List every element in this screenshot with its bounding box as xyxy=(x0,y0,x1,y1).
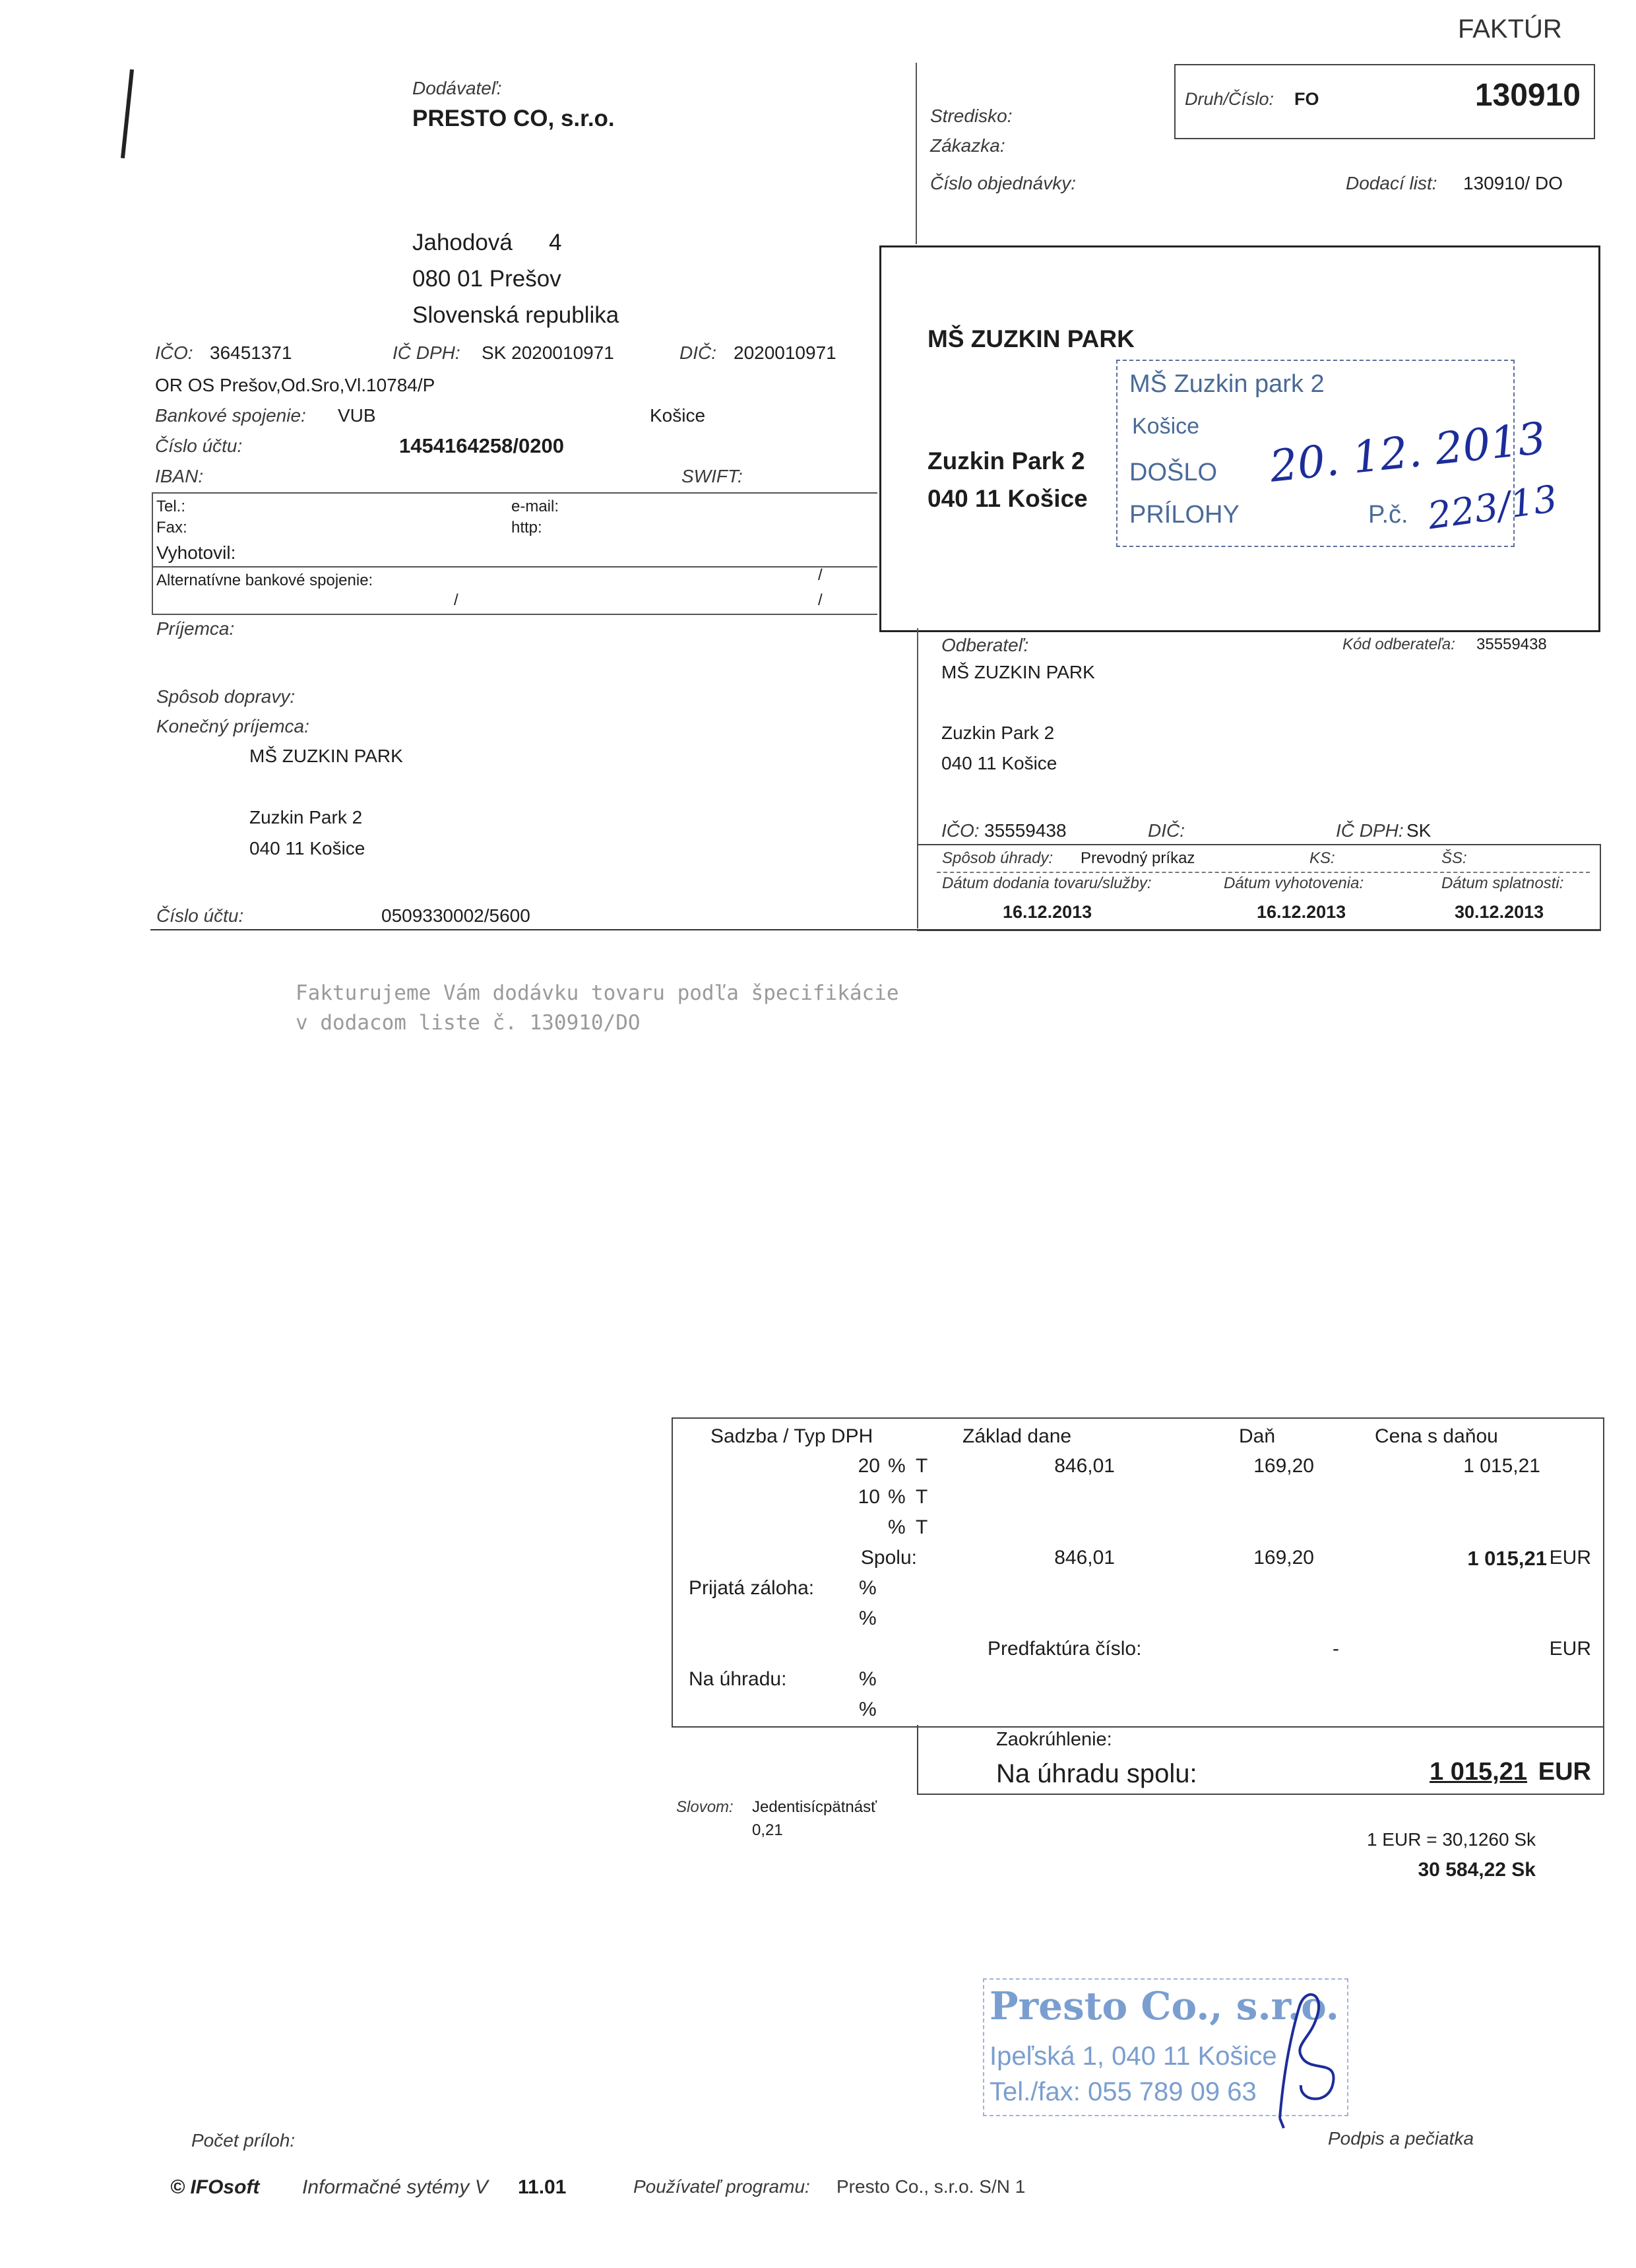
supplier-register: OR OS Prešov,Od.Sro,Vl.10784/P xyxy=(155,375,435,395)
customer-code: 35559438 xyxy=(1476,635,1547,653)
predfaktura-label: Predfaktúra číslo: xyxy=(988,1638,1142,1660)
address-name: MŠ ZUZKIN PARK xyxy=(928,325,1135,352)
issue-date-label: Dátum vyhotovenia: xyxy=(1224,874,1364,892)
customer-name: MŠ ZUZKIN PARK xyxy=(941,662,1095,682)
left-margin-mark xyxy=(121,69,134,158)
supplier-dic: 2020010971 xyxy=(734,342,836,363)
predfaktura-value: - xyxy=(1333,1638,1339,1660)
payment-method: Prevodný príkaz xyxy=(1081,849,1195,867)
document-type-label: FAKTÚR xyxy=(1458,15,1562,44)
delivery-date: 16.12.2013 xyxy=(1003,902,1092,922)
fax-label: Fax: xyxy=(156,519,187,536)
vat-table xyxy=(672,1417,1604,1728)
vat-row1-type: T xyxy=(916,1455,928,1477)
vat-spolu-base: 846,01 xyxy=(1054,1547,1115,1569)
ss-label: ŠS: xyxy=(1441,849,1467,867)
konecny-prijemca-label: Konečný príjemca: xyxy=(156,716,309,736)
contact-left-rule xyxy=(152,492,153,615)
signature-scribble xyxy=(1253,1980,1359,2131)
alt-bank-slash-2: / xyxy=(454,591,458,609)
supplier-name: PRESTO CO, s.r.o. xyxy=(412,106,615,131)
attachments-label: Počet príloh: xyxy=(191,2130,296,2151)
vat-row2-type: T xyxy=(916,1486,928,1508)
intro-line-1: Fakturujeme Vám dodávku tovaru podľa špecifikácie xyxy=(296,981,899,1005)
program-user-label: Používateľ programu: xyxy=(633,2176,810,2197)
dodaci-list-value: 130910/ DO xyxy=(1463,173,1563,193)
zaloha-pct-1: % xyxy=(859,1577,877,1599)
tel-label: Tel.: xyxy=(156,498,186,515)
exchange-rate: 1 EUR = 30,1260 Sk xyxy=(1366,1829,1536,1850)
druh-label: Druh/Číslo: xyxy=(1185,89,1274,109)
rounding-label: Zaokrúhlenie: xyxy=(996,1729,1112,1750)
address-window-box xyxy=(879,245,1600,632)
received-stamp xyxy=(1116,360,1560,547)
vat-spolu-tax: 169,20 xyxy=(1253,1547,1314,1569)
supplier-ico: 36451371 xyxy=(210,342,292,363)
grand-total-value: 1 015,21 xyxy=(1430,1758,1527,1786)
invoice-number-box xyxy=(1174,64,1595,139)
invoice-number: 130910 xyxy=(1474,78,1581,113)
vyhotovil-label: Vyhotovil: xyxy=(156,542,236,563)
prijemca-label: Príjemca: xyxy=(156,618,235,639)
customer-ico: 35559438 xyxy=(984,820,1067,841)
vat-row2-pct: % xyxy=(888,1486,906,1508)
druh-value: FO xyxy=(1294,89,1319,109)
address-city: 040 11 Košice xyxy=(928,485,1088,512)
words-value: Jedentisícpätnásť xyxy=(752,1798,877,1816)
address-street: Zuzkin Park 2 xyxy=(928,447,1085,474)
contact-bottom-rule xyxy=(152,614,877,615)
vat-row2-rate: 10 xyxy=(858,1486,880,1508)
supplier-street: Jahodová xyxy=(412,230,513,255)
received-stamp-line1: MŠ Zuzkin park 2 xyxy=(1129,370,1325,398)
alt-bank-label: Alternatívne bankové spojenie: xyxy=(156,571,373,589)
iban-label: IBAN: xyxy=(155,466,204,486)
supplier-icdph-label: IČ DPH: xyxy=(393,342,460,363)
doprava-label: Spôsob dopravy: xyxy=(156,686,296,707)
program-user: Presto Co., s.r.o. S/N 1 xyxy=(836,2176,1026,2197)
customer-icdph-label: IČ DPH: xyxy=(1336,820,1404,841)
bank-name: VUB xyxy=(338,405,376,426)
account-label: Číslo účtu: xyxy=(155,436,243,456)
customer-city: 040 11 Košice xyxy=(941,753,1057,773)
supplier-dic-label: DIČ: xyxy=(679,342,716,363)
contact-mid-rule xyxy=(152,566,877,567)
company-stamp-name: Presto Co., s.r.o. xyxy=(990,1984,1339,2028)
recipient-name: MŠ ZUZKIN PARK xyxy=(249,746,403,766)
vat-header-tax: Daň xyxy=(1239,1425,1276,1447)
received-stamp-line2: Košice xyxy=(1132,414,1200,439)
received-stamp-line3: DOŠLO xyxy=(1129,459,1218,486)
words-label: Slovom: xyxy=(676,1798,734,1816)
received-stamp-pc-label: P.č. xyxy=(1368,501,1408,529)
due-date: 30.12.2013 xyxy=(1455,902,1544,922)
email-label: e-mail: xyxy=(511,498,559,515)
received-stamp-line4: PRÍLOHY xyxy=(1129,501,1240,529)
alt-bank-slash-1: / xyxy=(818,566,823,584)
contact-top-rule xyxy=(152,492,877,494)
payment-box xyxy=(917,844,1601,931)
zaloha-pct-2: % xyxy=(859,1607,877,1629)
recipient-city: 040 11 Košice xyxy=(249,838,365,859)
grand-total-label: Na úhradu spolu: xyxy=(996,1759,1197,1788)
bank-city: Košice xyxy=(650,405,706,426)
recipient-street: Zuzkin Park 2 xyxy=(249,807,363,827)
na-uhradu-pct-2: % xyxy=(859,1699,877,1720)
vat-header-rate: Sadzba / Typ DPH xyxy=(710,1425,873,1447)
header-divider xyxy=(916,63,917,244)
swift-label: SWIFT: xyxy=(681,466,743,486)
zakazka-label: Zákazka: xyxy=(930,135,1005,156)
supplier-city: 080 01 Prešov xyxy=(412,266,561,292)
stredisko-label: Stredisko: xyxy=(930,106,1013,126)
customer-ico-label: IČO: xyxy=(941,820,980,841)
intro-line-2: v dodacom liste č. 130910/DO xyxy=(296,1011,641,1035)
vat-spolu-total: 1 015,21 xyxy=(1467,1547,1547,1570)
http-label: http: xyxy=(511,519,542,536)
na-uhradu-label: Na úhradu: xyxy=(689,1668,787,1690)
bank-label: Bankové spojenie: xyxy=(155,405,306,426)
supplier-account: 1454164258/0200 xyxy=(399,434,564,457)
alt-bank-slash-3: / xyxy=(818,591,823,609)
customer-icdph: SK xyxy=(1406,820,1432,841)
section-divider xyxy=(150,929,1600,930)
vat-row1-total: 1 015,21 xyxy=(1463,1455,1540,1477)
grand-total-currency: EUR xyxy=(1538,1758,1591,1786)
recipient-account: 0509330002/5600 xyxy=(381,905,530,926)
payment-dash-rule xyxy=(937,872,1590,873)
vat-row1-rate: 20 xyxy=(858,1455,880,1477)
vat-row1-tax: 169,20 xyxy=(1253,1455,1314,1477)
customer-label: Odberateľ: xyxy=(941,635,1029,655)
due-date-label: Dátum splatnosti: xyxy=(1441,874,1564,892)
software-version: 11.01 xyxy=(518,2176,567,2198)
supplier-ico-label: IČO: xyxy=(155,342,193,363)
received-stamp-date: 20. 12. 2013 xyxy=(1267,412,1548,492)
vat-header-total: Cena s daňou xyxy=(1375,1425,1498,1447)
vat-header-base: Základ dane xyxy=(962,1425,1072,1447)
ks-label: KS: xyxy=(1309,849,1335,867)
vat-row3-pct: % xyxy=(888,1516,906,1538)
dodaci-list-label: Dodací list: xyxy=(1346,173,1437,193)
software-desc: Informačné sytémy V xyxy=(302,2176,488,2198)
objednavka-label: Číslo objednávky: xyxy=(930,173,1077,193)
delivery-date-label: Dátum dodania tovaru/služby: xyxy=(942,874,1152,892)
vat-spolu-currency: EUR xyxy=(1549,1547,1591,1569)
sk-total: 30 584,22 Sk xyxy=(1418,1859,1536,1881)
vat-row3-type: T xyxy=(916,1516,928,1538)
vat-row1-pct: % xyxy=(888,1455,906,1477)
zaloha-label: Prijatá záloha: xyxy=(689,1577,815,1599)
recipient-account-label: Číslo účtu: xyxy=(156,905,244,926)
supplier-country: Slovenská republika xyxy=(412,302,619,328)
vat-row1-base: 846,01 xyxy=(1054,1455,1115,1477)
predfaktura-currency: EUR xyxy=(1549,1638,1591,1660)
supplier-icdph: SK 2020010971 xyxy=(482,342,614,363)
supplier-label: Dodávateľ: xyxy=(412,78,502,98)
issue-date: 16.12.2013 xyxy=(1257,902,1346,922)
received-stamp-number: 223/13 xyxy=(1425,477,1560,538)
company-stamp-address: Ipeľská 1, 040 11 Košice xyxy=(990,2042,1277,2071)
customer-dic-label: DIČ: xyxy=(1148,820,1185,841)
customer-code-label: Kód odberateľa: xyxy=(1342,635,1455,653)
words-value-2: 0,21 xyxy=(752,1821,783,1839)
company-stamp-phone: Tel./fax: 055 789 09 63 xyxy=(990,2077,1257,2106)
payment-method-label: Spôsob úhrady: xyxy=(942,849,1054,867)
signature-label: Podpis a pečiatka xyxy=(1328,2128,1474,2149)
na-uhradu-pct-1: % xyxy=(859,1668,877,1690)
vat-spolu-label: Spolu: xyxy=(860,1547,917,1569)
customer-street: Zuzkin Park 2 xyxy=(941,723,1055,743)
supplier-street-no: 4 xyxy=(549,230,562,255)
grand-total-box xyxy=(917,1725,1604,1795)
software-brand: © IFOsoft xyxy=(170,2176,260,2198)
